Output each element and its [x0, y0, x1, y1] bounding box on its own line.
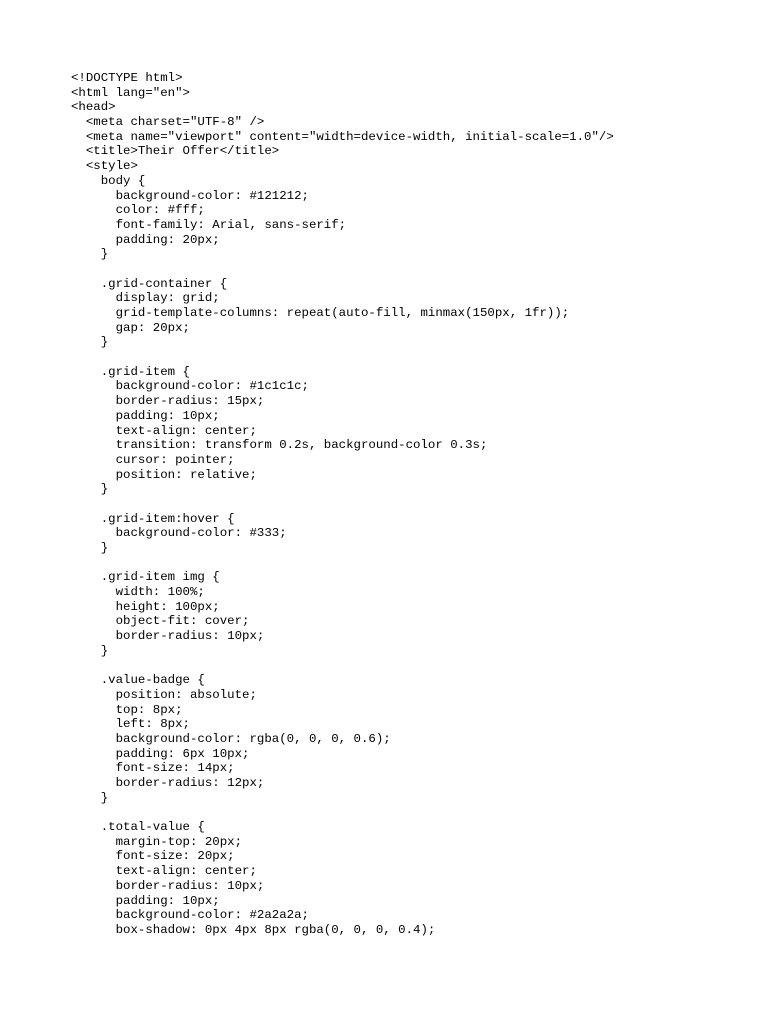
code-line — [71, 805, 614, 820]
code-line: body { — [71, 173, 146, 188]
code-line: <meta name="viewport" content="width=device-width, initial-scale=1.0"/> — [71, 129, 614, 144]
code-line: margin-top: 20px; — [71, 834, 243, 849]
code-line: } — [71, 482, 109, 497]
code-line: padding: 20px; — [71, 232, 220, 247]
code-line: .grid-container { — [71, 276, 228, 291]
code-line — [71, 350, 614, 365]
code-line: } — [71, 790, 109, 805]
code-line: font-size: 14px; — [71, 761, 235, 776]
code-line: <html lang="en"> — [71, 85, 190, 100]
code-line: color: #fff; — [71, 203, 205, 218]
code-line: .total-value { — [71, 820, 205, 835]
code-line: background-color: #333; — [71, 526, 287, 541]
code-line: position: relative; — [71, 467, 257, 482]
code-line: border-radius: 10px; — [71, 878, 265, 893]
code-line: background-color: #1c1c1c; — [71, 379, 309, 394]
code-line: } — [71, 643, 109, 658]
code-listing — [71, 71, 614, 938]
code-line: <!DOCTYPE html> — [71, 71, 183, 85]
code-line: .grid-item:hover { — [71, 511, 235, 526]
code-line: <meta charset="UTF-8" /> — [71, 115, 265, 130]
code-line: font-size: 20px; — [71, 849, 235, 864]
code-line: gap: 20px; — [71, 320, 190, 335]
code-line: } — [71, 247, 109, 262]
code-line: position: absolute; — [71, 687, 257, 702]
code-line: <title>Their Offer</title> — [71, 144, 280, 159]
code-line: background-color: #121212; — [71, 188, 309, 203]
code-line — [71, 262, 614, 277]
code-line — [71, 659, 614, 674]
code-line: width: 100%; — [71, 585, 205, 600]
code-line: <style> — [71, 159, 138, 174]
code-line: text-align: center; — [71, 864, 257, 879]
code-line: left: 8px; — [71, 717, 190, 732]
code-line: padding: 10px; — [71, 893, 220, 908]
code-line: <head> — [71, 100, 116, 115]
code-line: .grid-item { — [71, 364, 190, 379]
code-line: background-color: #2a2a2a; — [71, 908, 309, 923]
code-line: } — [71, 541, 109, 555]
code-line: display: grid; — [71, 291, 220, 306]
code-line: object-fit: cover; — [71, 614, 250, 629]
code-line: border-radius: 15px; — [71, 394, 265, 409]
code-line: height: 100px; — [71, 599, 220, 614]
code-line: padding: 10px; — [71, 408, 220, 423]
code-line: background-color: rgba(0, 0, 0, 0.6); — [71, 731, 391, 746]
code-line: padding: 6px 10px; — [71, 746, 250, 761]
code-line — [71, 556, 614, 571]
code-line — [71, 497, 614, 512]
code-line: grid-template-columns: repeat(auto-fill, minmax(150px, 1fr)); — [71, 306, 570, 320]
code-line: } — [71, 335, 109, 350]
code-line: .grid-item img { — [71, 570, 220, 585]
code-line: box-shadow: 0px 4px 8px rgba(0, 0, 0, 0.4); — [71, 922, 436, 937]
code-line: transition: transform 0.2s, background-color 0.3s; — [71, 438, 488, 453]
code-line: .value-badge { — [71, 673, 205, 688]
code-line: cursor: pointer; — [71, 452, 235, 467]
code-line: border-radius: 10px; — [71, 629, 265, 644]
code-line: text-align: center; — [71, 423, 257, 438]
code-line: top: 8px; — [71, 702, 183, 717]
code-line: font-family: Arial, sans-serif; — [71, 217, 347, 232]
code-line: border-radius: 12px; — [71, 776, 265, 790]
